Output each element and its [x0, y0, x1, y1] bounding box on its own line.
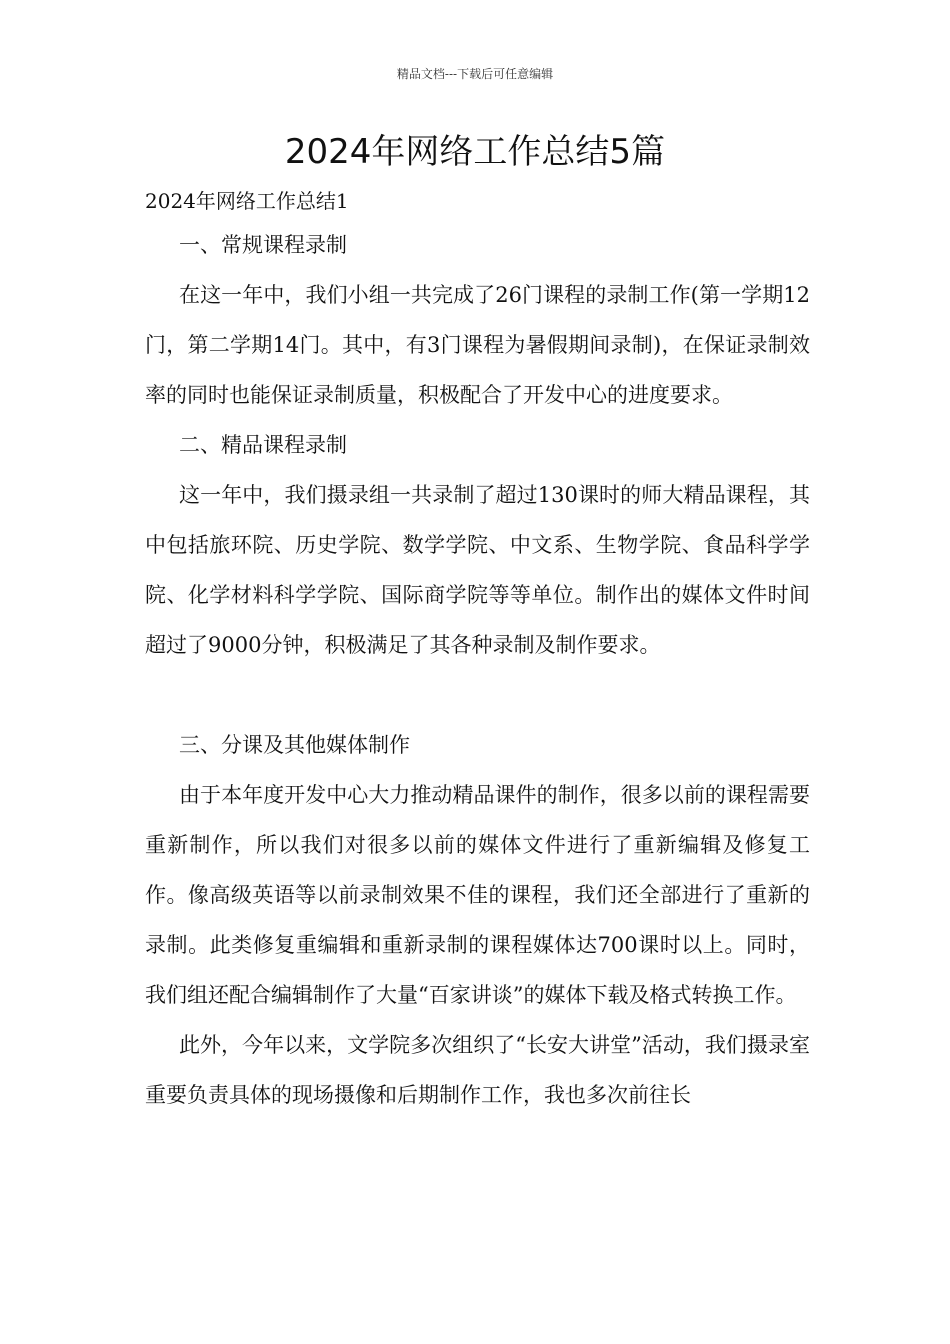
section-heading: 一、常规课程录制 [179, 233, 347, 257]
paragraph: 此外，今年以来，文学院多次组织了“长安大讲堂”活动，我们摄录室重要负责具体的现场摄像和后期制作工作，我也多次前往长 [145, 1033, 810, 1107]
section-heading: 二、精品课程录制 [179, 433, 347, 457]
document-body [145, 182, 810, 1120]
paragraph: 由于本年度开发中心大力推动精品课件的制作，很多以前的课程需要重新制作，所以我们对很多以前的媒体文件进行了重新编辑及修复工作。像高级英语等以前录制效果不佳的课程，我们还全部进行了重新的录制。此类修复重编辑和重新录制的课程媒体达700课时以上。同时，我们组还配合编辑制作了大量“百家讲谈”的媒体下载及格式转换工作。 [145, 783, 810, 1007]
section-heading: 三、分课及其他媒体制作 [179, 733, 410, 757]
document-title: 2024年网络工作总结5篇 [284, 132, 666, 172]
paragraph: 在这一年中，我们小组一共完成了26门课程的录制工作(第一学期12门，第二学期14门。其中，有3门课程为暑假期间录制)，在保证录制效率的同时也能保证录制质量，积极配合了开发中心的进度要求。 [145, 283, 810, 407]
page-header-note: 精品文档---下载后可任意编辑 [396, 67, 554, 81]
blank-line [145, 670, 810, 720]
paragraph: 这一年中，我们摄录组一共录制了超过130课时的师大精品课程，其中包括旅环院、历史学院、数学学院、中文系、生物学院、食品科学学院、化学材料科学学院、国际商学院等等单位。制作出的媒体文件时间超过了9000分钟，积极满足了其各种录制及制作要求。 [145, 483, 810, 657]
document-subtitle: 2024年网络工作总结1 [145, 189, 349, 213]
